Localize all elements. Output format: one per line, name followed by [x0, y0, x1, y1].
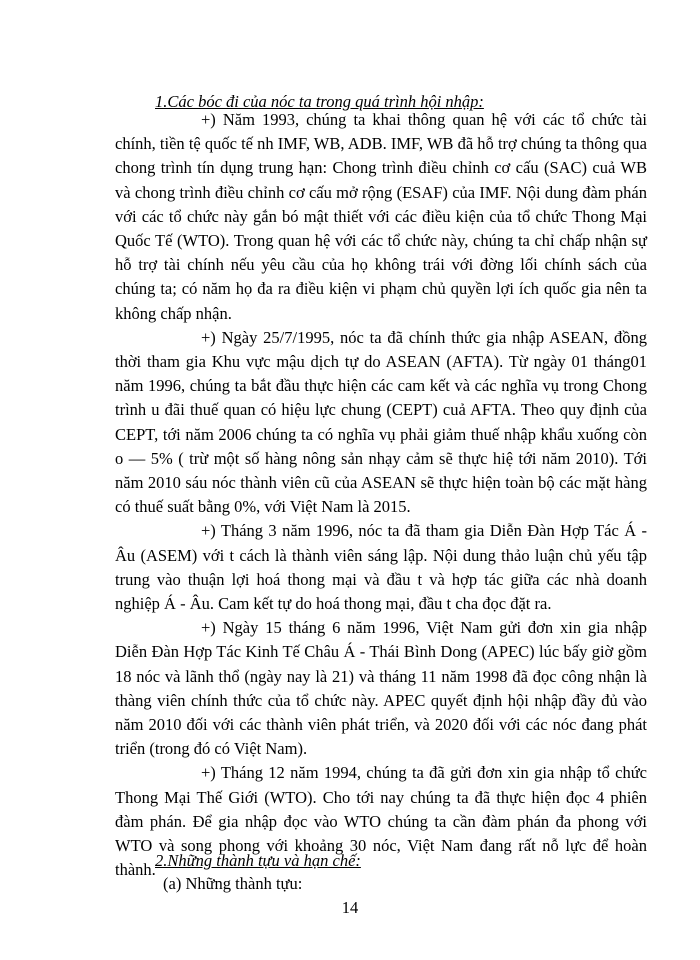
section-heading-2: 2.Những thành tựu và hạn chế: [155, 851, 361, 870]
paragraph-wto: +) Tháng 12 năm 1994, chúng ta đã gửi đơn xin gia nhập tổ chức Thong Mại Thế Giới (WTO). Cho tới nay chúng ta đã thực hiện đọc 4 phiên đàm phán. Để gia nhập đọc vào WTO chúng ta cần đàm phán đa phong với WTO và song phong với khoảng 30 nóc, Việt Nam đang rất nỗ lực để hoàn thành. [115, 763, 647, 880]
subheading-achievements: (a) Những thành tựu: [163, 874, 303, 893]
section-heading-1: 1.Các bóc đi của nóc ta trong quá trình hội nhập: [155, 92, 484, 111]
paragraph-apec: +) Ngày 15 tháng 6 năm 1996, Việt Nam gửi đơn xin gia nhập Diễn Đàn Hợp Tác Kinh Tế Châu Á - Thái Bình Dong (APEC) lúc bấy giờ gồm 18 nóc và lãnh thổ (ngày nay là 21) và tháng 11 năm 1998 đã đọc công nhận là thàng viên chính thức của tổ chức này. APEC quyết định hội nhập đầy đủ vào năm 2010 đối với các thành viên phát triển, và 2020 đối với các nóc đang phát triển (trong đó có Việt Nam). [115, 618, 647, 759]
paragraph-asem: +) Tháng 3 năm 1996, nóc ta đã tham gia Diễn Đàn Hợp Tác Á - Âu (ASEM) với t cách là thành viên sáng lập. Nội dung thảo luận chủ yếu tập trung vào thuận lợi hoá thong mại và đầu t và hợp tác giữa các nhà doanh nghiệp Á - Âu. Cam kết tự do hoá thong mại, đầu t cha đọc đặt ra. [115, 521, 647, 614]
page-number: 14 [341, 898, 359, 917]
paragraph-1993: +) Năm 1993, chúng ta khai thông quan hệ với các tổ chức tài chính, tiền tệ quốc tế nh IMF, WB, ADB. IMF, WB đã hỗ trợ chúng ta thông qua chong trình tín dụng trung hạn: Chong trình điều chỉnh cơ cấu (SAC) cuả WB và chong trình điều chỉnh cơ cấu mở rộng (ESAF) của IMF. Nội dung đàm phán với các tổ chức này gắn bó mật thiết với các điều kiện của tổ chức Thong Mại Quốc Tế (WTO). Trong quan hệ với các tổ chức này, chúng ta chỉ chấp nhận sự hỗ trợ tài chính nếu yêu cầu của họ không trái với đờng lối chính sách của chúng ta; có năm họ đa ra điều kiện vi phạm chủ quyền lợi ích quốc gia nên ta không chấp nhận. [115, 110, 647, 323]
paragraph-1995: +) Ngày 25/7/1995, nóc ta đã chính thức gia nhập ASEAN, đồng thời tham gia Khu vực mậu dịch tự do ASEAN (AFTA). Từ ngày 01 tháng01 năm 1996, chúng ta bắt đầu thực hiện các cam kết và các nghĩa vụ trong Chong trình u đãi thuế quan có hiệu lực chung (CEPT) cuả AFTA. Theo quy định của CEPT, tới năm 2006 chúng ta có nghĩa vụ phải giảm thuế nhập khẩu xuống còn o — 5% ( trừ một số hàng nông sản nhạy cảm sẽ thực hiệ tới năm 2010). Tới năm 2010 sáu nóc thành viên cũ của ASEAN sẽ thực hiện toàn bộ các mặt hàng có thuế suất bằng 0%, với Việt Nam là 2015. [115, 327, 647, 517]
body-text [115, 108, 647, 883]
